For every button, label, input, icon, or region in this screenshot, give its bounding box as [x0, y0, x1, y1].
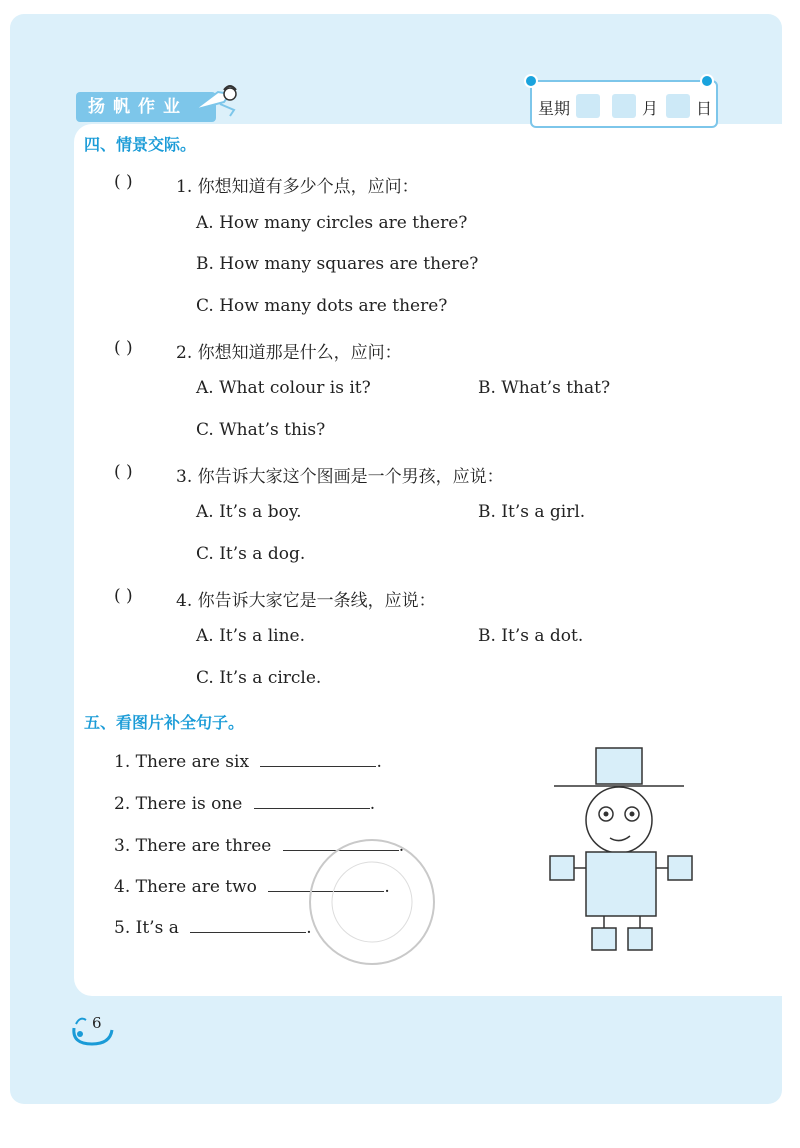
page-number: 6: [92, 1014, 102, 1032]
question-prompt: 1. 你想知道有多少个点，应问：: [176, 177, 419, 197]
hat-square: [596, 748, 642, 784]
section-4-title: 四、情景交际。: [84, 135, 197, 154]
sentence-text: 1. There are six: [114, 752, 250, 772]
sentence-end: .: [398, 836, 405, 856]
option-b: B. How many squares are there?: [196, 254, 479, 274]
question-prompt: 2. 你想知道那是什么，应问：: [176, 343, 402, 363]
left-foot-square: [592, 928, 616, 950]
month-label: 月: [642, 99, 659, 118]
option-b: B. What’s that?: [478, 378, 611, 398]
sentence-text: 5. It’s a: [114, 918, 179, 938]
sentence-1: [114, 750, 382, 772]
answer-blank[interactable]: ( ): [114, 172, 133, 192]
sentence-2: [114, 792, 375, 814]
left-hand-square: [550, 856, 574, 880]
sailing-kid-icon: [190, 80, 246, 120]
sentence-5: [114, 916, 312, 938]
sentence-text: 3. There are three: [114, 836, 272, 856]
weekday-label: 星期: [538, 99, 571, 118]
answer-blank[interactable]: ( ): [114, 586, 133, 606]
left-eye-dot: [604, 812, 609, 817]
brand-banner: 扬帆作业: [76, 92, 216, 122]
watermark-stamp: [302, 832, 442, 972]
answer-blank[interactable]: ( ): [114, 462, 133, 482]
head-circle: [586, 787, 652, 853]
sentence-end: .: [376, 752, 382, 772]
month-field[interactable]: [612, 94, 636, 118]
sentence-end: .: [369, 794, 376, 814]
sentence-end: .: [384, 877, 390, 897]
question-prompt: 4. 你告诉大家它是一条线，应说：: [176, 591, 436, 611]
right-hand-square: [668, 856, 692, 880]
option-c: C. It’s a dog.: [196, 544, 306, 564]
fill-blank[interactable]: [190, 916, 306, 933]
right-foot-square: [628, 928, 652, 950]
date-box: [530, 80, 718, 128]
pin-icon: [700, 74, 714, 88]
body-square: [586, 852, 656, 916]
option-b: B. It’s a dot.: [478, 626, 584, 646]
shapes-robot-picture: [540, 740, 710, 960]
sentence-text: 4. There are two: [114, 877, 257, 897]
fill-blank[interactable]: [254, 792, 370, 809]
option-b: B. It’s a girl.: [478, 502, 586, 522]
question-prompt: 3. 你告诉大家这个图画是一个男孩，应说：: [176, 467, 504, 487]
option-c: C. What’s this?: [196, 420, 326, 440]
option-a: A. How many circles are there?: [196, 213, 468, 233]
pin-icon: [524, 74, 538, 88]
answer-blank[interactable]: ( ): [114, 338, 133, 358]
weekday-field[interactable]: [576, 94, 600, 118]
sentence-end: .: [306, 918, 312, 938]
sentence-text: 2. There is one: [114, 794, 243, 814]
right-eye-dot: [630, 812, 635, 817]
option-a: A. It’s a boy.: [196, 502, 302, 522]
day-label: 日: [696, 99, 713, 118]
option-a: A. What colour is it?: [196, 378, 371, 398]
option-a: A. It’s a line.: [196, 626, 305, 646]
day-field[interactable]: [666, 94, 690, 118]
fill-blank[interactable]: [260, 750, 376, 767]
option-c: C. It’s a circle.: [196, 668, 322, 688]
section-5-title: 五、看图片补全句子。: [84, 713, 245, 732]
option-c: C. How many dots are there?: [196, 296, 448, 316]
